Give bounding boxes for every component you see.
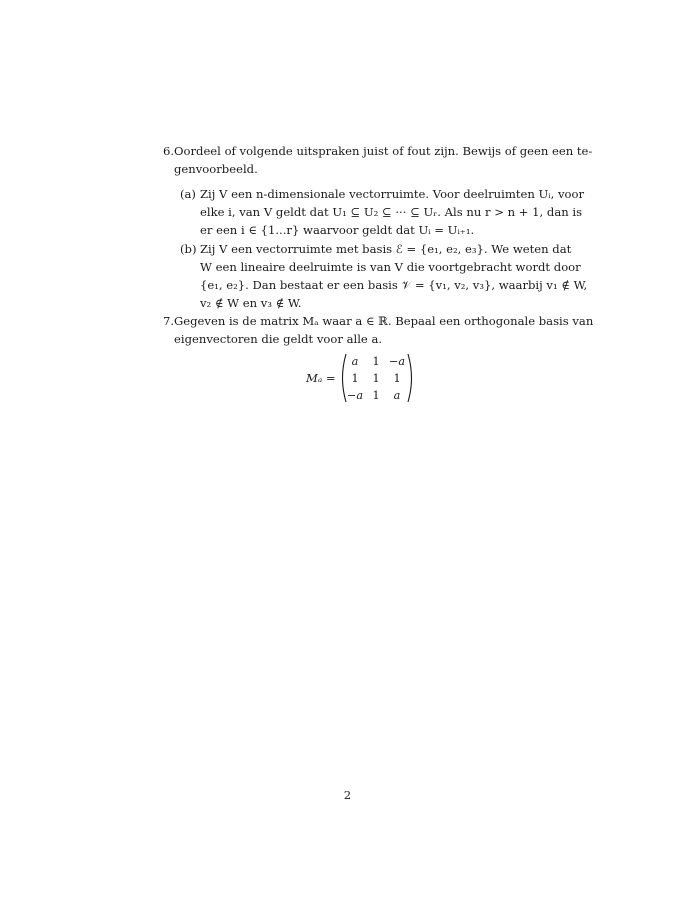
matrix-cell-r3c2: 1 — [372, 389, 380, 402]
problem-6-part-a — [180, 185, 585, 239]
matrix-cell-r3c3: a — [393, 389, 401, 402]
matrix-cell-r1c2: 1 — [372, 355, 380, 368]
part-a-line-1: Zij V een n-dimensionale vectorruimte. Voor deelruimten Uᵢ, voor — [200, 187, 585, 201]
matrix-cell-r3c1: −a — [346, 389, 364, 402]
part-b-line-1: Zij V een vectorruimte met basis ℰ = {e₁, e₂, e₃}. We weten dat — [200, 242, 572, 256]
part-b-line-4: v₂ ∉ W en v₃ ∉ W. — [200, 296, 302, 310]
matrix-cell-r2c3: 1 — [393, 372, 401, 385]
matrix-equation — [306, 352, 416, 404]
problem-6-part-b — [180, 240, 588, 312]
problem-7-number: 7. — [163, 314, 175, 328]
problem-6 — [163, 142, 593, 178]
matrix-lhs: Mₐ = — [306, 371, 336, 385]
part-b-line-3: {e₁, e₂}. Dan bestaat er een basis 𝒱 = {v₁, v₂, v₃}, waarbij v₁ ∉ W, — [200, 278, 588, 292]
matrix-right-paren — [408, 354, 412, 402]
part-a-line-2: elke i, van V geldt dat U₁ ⊆ U₂ ⊆ ··· ⊆ Uᵣ. Als nu r > n + 1, dan is — [200, 205, 583, 219]
matrix-cell-r1c1: a — [351, 355, 359, 368]
part-a-line-3: er een i ∈ {1...r} waarvoor geldt dat Uᵢ = Uᵢ₊₁. — [200, 223, 475, 237]
part-a-label: (a) — [180, 187, 196, 201]
part-b-line-2: W een lineaire deelruimte is van V die voortgebracht wordt door — [200, 260, 581, 274]
problem-6-line-2: genvoorbeeld. — [174, 162, 258, 176]
problem-6-line-1: Oordeel of volgende uitspraken juist of fout zijn. Bewijs of geen een te- — [174, 144, 593, 158]
page-number: 2 — [343, 788, 352, 802]
problem-7 — [163, 312, 594, 348]
part-b-label: (b) — [180, 242, 197, 256]
problem-7-line-2: eigenvectoren die geldt voor alle a. — [174, 332, 383, 346]
matrix — [338, 352, 416, 404]
matrix-left-paren — [343, 354, 347, 402]
matrix-cell-r1c3: −a — [388, 355, 406, 368]
matrix-cell-r2c2: 1 — [372, 372, 380, 385]
problem-6-number: 6. — [163, 144, 175, 158]
problem-7-line-1: Gegeven is de matrix Mₐ waar a ∈ ℝ. Bepaal een orthogonale basis van — [174, 314, 594, 328]
matrix-cell-r2c1: 1 — [351, 372, 359, 385]
